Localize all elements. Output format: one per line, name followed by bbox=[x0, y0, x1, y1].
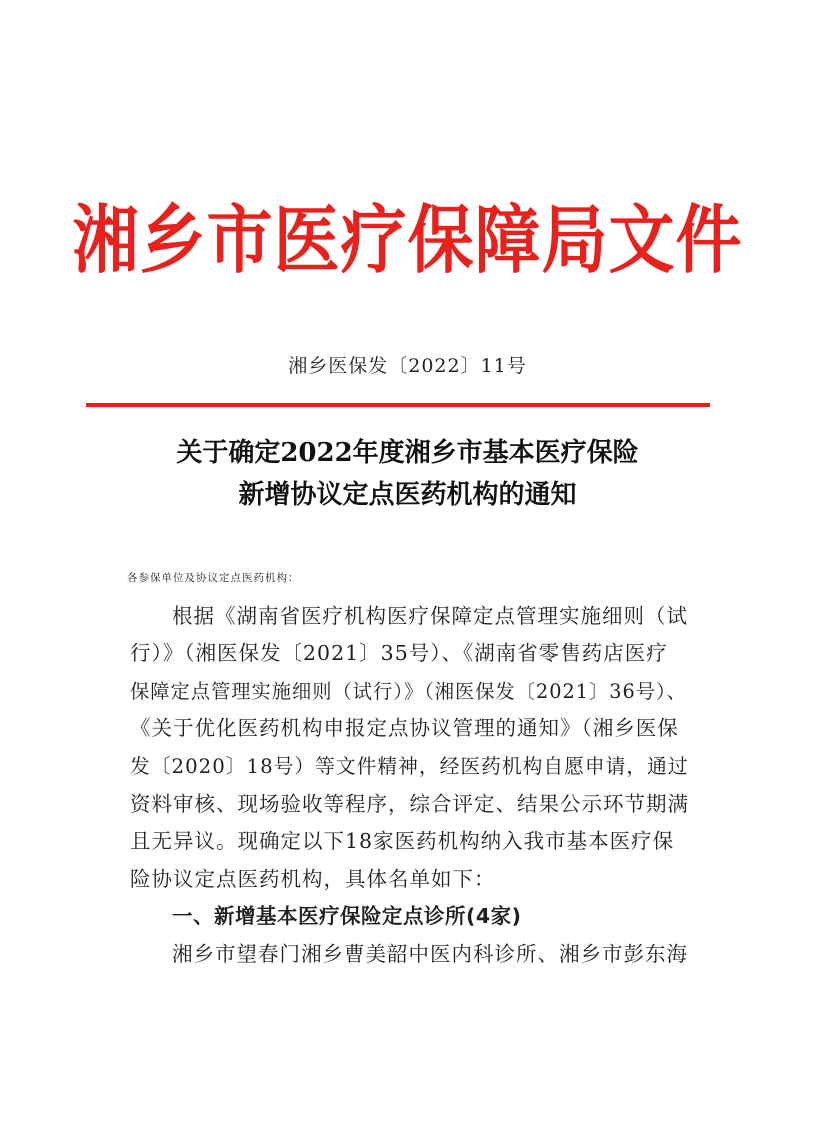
notice-title-line-1: 关于确定2022年度湘乡市基本医疗保险 bbox=[176, 438, 639, 468]
paragraph-line: 发〔2020〕18号）等文件精神，经医药机构自愿申请，通过 bbox=[130, 754, 689, 778]
paragraph-line: 保障定点管理实施细则（试行）》（湘医保发〔2021〕36号）、 bbox=[130, 679, 687, 703]
document-number: 湘乡医保发〔2022〕11号 bbox=[288, 355, 527, 377]
masthead-title: 湘乡市医疗保障局文件 bbox=[72, 197, 743, 284]
salutation: 各参保单位及协议定点医药机构： bbox=[127, 572, 300, 584]
paragraph-line: 险协议定点医药机构，具体名单如下： bbox=[130, 866, 496, 891]
paragraph-line: 《关于优化医药机构申报定点协议管理的通知》（湘乡医保 bbox=[130, 716, 679, 741]
notice-title-line-2: 新增协议定点医药机构的通知 bbox=[238, 480, 577, 510]
paragraph-line: 根据《湖南省医疗机构医疗保障定点管理实施细则（试 bbox=[172, 603, 688, 628]
paragraph-line: 且无异议。现确定以下18家医药机构纳入我市基本医疗保 bbox=[130, 829, 675, 854]
body-text bbox=[127, 560, 690, 974]
paragraph-line: 资料审核、现场验收等程序，综合评定、结果公示环节期满 bbox=[130, 791, 689, 816]
paragraph-line: 行）》（湘医保发〔2021〕35号）、《湖南省零售药店医疗 bbox=[130, 641, 668, 666]
section-heading: 一、新增基本医疗保险定点诊所(4家) bbox=[172, 904, 522, 929]
red-divider bbox=[86, 403, 710, 407]
notice-title bbox=[0, 432, 815, 516]
section-first-line: 湘乡市望春门湘乡曹美韶中医内科诊所、湘乡市彭东海 bbox=[172, 941, 688, 966]
